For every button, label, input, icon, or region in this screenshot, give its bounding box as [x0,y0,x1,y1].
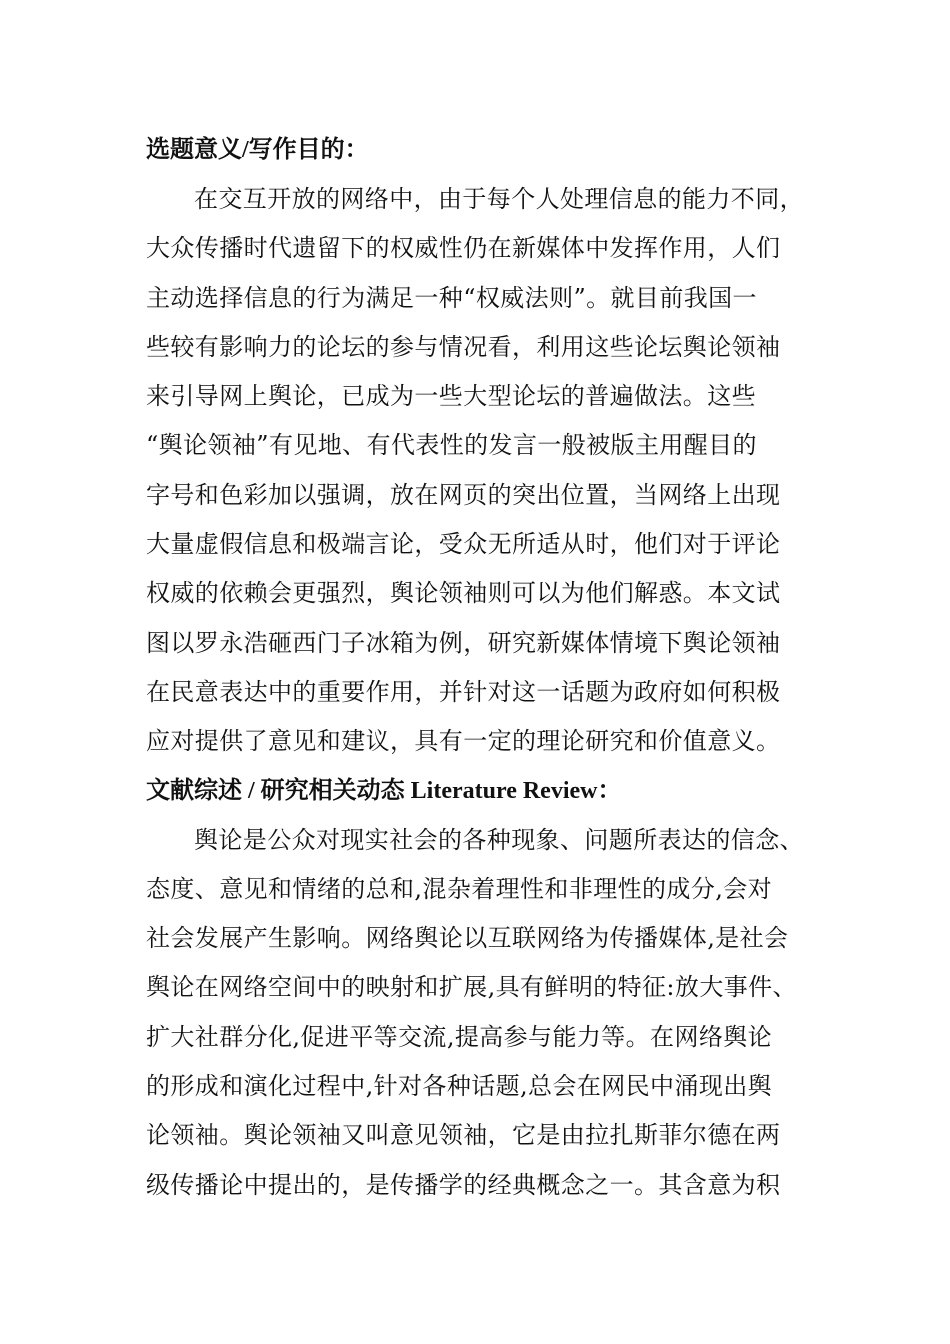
text-line: “舆论领袖”有见地、有代表性的发言一般被版主用醒目的 [146,431,757,460]
text-line: 大量虚假信息和极端言论，受众无所适从时，他们对于评论 [146,530,781,559]
paragraph-literature-review [146,816,826,1210]
text-line: 大众传播时代遗留下的权威性仍在新媒体中发挥作用，人们 [146,234,781,263]
paragraph-significance [146,175,826,767]
text-line: 些较有影响力的论坛的参与情况看，利用这些论坛舆论领袖 [146,332,781,361]
section-heading-significance: 选题意义/写作目的： [146,137,369,163]
text-line: 态度、意见和情绪的总和,混杂着理性和非理性的成分,会对 [146,874,773,903]
text-line: 图以罗永浩砸西门子冰箱为例，研究新媒体情境下舆论领袖 [146,628,781,657]
text-line: 在民意表达中的重要作用，并针对这一话题为政府如何积极 [146,677,781,706]
text-line: 来引导网上舆论，已成为一些大型论坛的普遍做法。这些 [146,382,756,411]
text-line: 舆论是公众对现实社会的各种现象、问题所表达的信念、 [194,825,804,854]
text-line: 社会发展产生影响。网络舆论以互联网络为传播媒体,是社会 [146,924,789,953]
text-line: 在交互开放的网络中，由于每个人处理信息的能力不同， [194,185,804,213]
document-body [146,126,826,1210]
text-line: 扩大社群分化,促进平等交流,提高参与能力等。在网络舆论 [146,1022,773,1051]
text-line: 主动选择信息的行为满足一种“权威法则”。就目前我国一 [146,283,757,312]
text-line: 级传播论中提出的，是传播学的经典概念之一。其含意为积 [146,1170,781,1199]
text-line: 舆论在网络空间中的映射和扩展,具有鲜明的特征:放大事件、 [146,973,797,1002]
text-line: 论领袖。舆论领袖又叫意见领袖，它是由拉扎斯菲尔德在两 [146,1121,781,1150]
text-line: 的形成和演化过程中,针对各种话题,总会在网民中涌现出舆 [146,1072,773,1101]
text-line: 字号和色彩加以强调，放在网页的突出位置，当网络上出现 [146,480,781,509]
text-line: 权威的依赖会更强烈，舆论领袖则可以为他们解惑。本文试 [146,579,781,608]
section-heading-literature-review: 文献综述 / 研究相关动态 Literature Review： [146,777,622,804]
text-line: 应对提供了意见和建议，具有一定的理论研究和价值意义。 [146,727,781,756]
